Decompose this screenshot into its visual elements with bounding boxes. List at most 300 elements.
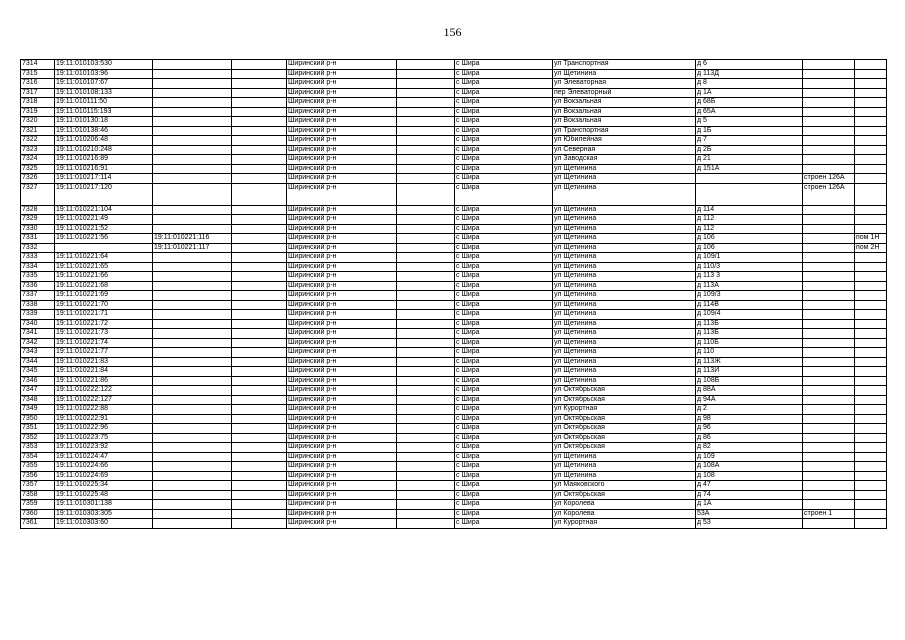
street-cell: ул Октябрьская bbox=[553, 386, 696, 396]
blank-col-6-cell bbox=[397, 145, 455, 155]
row-number-cell: 7334 bbox=[21, 262, 55, 272]
blank-col-4-cell bbox=[232, 310, 287, 320]
district-cell: Ширинский р-н bbox=[287, 136, 397, 146]
blank-col-6-cell bbox=[397, 424, 455, 434]
row-number-cell: 7335 bbox=[21, 272, 55, 282]
table-row bbox=[21, 433, 887, 443]
house-cell: д 6 bbox=[696, 60, 803, 70]
table-row bbox=[21, 471, 887, 481]
street-cell: ул Щетинина bbox=[553, 452, 696, 462]
blank-col-6-cell bbox=[397, 98, 455, 108]
cadastral-number-cell: 19:11:010130:18 bbox=[55, 117, 153, 127]
cadastral-number-cell: 19:11:010303:305 bbox=[55, 509, 153, 519]
premises-cell bbox=[855, 443, 887, 453]
street-cell: ул Вокзальная bbox=[553, 98, 696, 108]
table-row bbox=[21, 60, 887, 70]
row-number-cell: 7319 bbox=[21, 107, 55, 117]
blank-col-4-cell bbox=[232, 338, 287, 348]
premises-cell bbox=[855, 471, 887, 481]
blank-col-4-cell bbox=[232, 300, 287, 310]
blank-col-6-cell bbox=[397, 253, 455, 263]
district-cell: Ширинский р-н bbox=[287, 117, 397, 127]
cadastral-number-cell: 19:11:010221:83 bbox=[55, 357, 153, 367]
house-cell: д 88А bbox=[696, 386, 803, 396]
district-cell: Ширинский р-н bbox=[287, 471, 397, 481]
table-row bbox=[21, 414, 887, 424]
blank-col-6-cell bbox=[397, 281, 455, 291]
blank-col-6-cell bbox=[397, 205, 455, 215]
premises-cell bbox=[855, 405, 887, 415]
blank-col-6-cell bbox=[397, 414, 455, 424]
premises-cell bbox=[855, 215, 887, 225]
linked-cadastral-number-cell bbox=[153, 443, 232, 453]
district-cell: Ширинский р-н bbox=[287, 253, 397, 263]
blank-col-4-cell bbox=[232, 215, 287, 225]
blank-col-4-cell bbox=[232, 243, 287, 253]
table-row bbox=[21, 357, 887, 367]
premises-cell bbox=[855, 272, 887, 282]
table-row bbox=[21, 376, 887, 386]
linked-cadastral-number-cell bbox=[153, 272, 232, 282]
building-cell bbox=[803, 433, 855, 443]
street-cell: ул Щетинина bbox=[553, 253, 696, 263]
settlement-cell: с Шира bbox=[455, 253, 553, 263]
cadastral-number-cell: 19:11:010216:91 bbox=[55, 164, 153, 174]
district-cell: Ширинский р-н bbox=[287, 395, 397, 405]
house-cell: д 1А bbox=[696, 500, 803, 510]
linked-cadastral-number-cell bbox=[153, 376, 232, 386]
table-row bbox=[21, 79, 887, 89]
row-number-cell: 7355 bbox=[21, 462, 55, 472]
house-cell: д 112 bbox=[696, 224, 803, 234]
cadastral-number-cell: 19:11:010221:77 bbox=[55, 348, 153, 358]
table-row bbox=[21, 443, 887, 453]
street-cell: ул Щетинина bbox=[553, 357, 696, 367]
premises-cell bbox=[855, 348, 887, 358]
cadastral-number-cell: 19:11:010221:68 bbox=[55, 281, 153, 291]
table-row bbox=[21, 367, 887, 377]
row-number-cell: 7360 bbox=[21, 509, 55, 519]
table-row bbox=[21, 253, 887, 263]
district-cell: Ширинский р-н bbox=[287, 376, 397, 386]
building-cell bbox=[803, 300, 855, 310]
linked-cadastral-number-cell bbox=[153, 136, 232, 146]
street-cell: ул Щетинина bbox=[553, 243, 696, 253]
table-row bbox=[21, 405, 887, 415]
premises-cell bbox=[855, 224, 887, 234]
building-cell bbox=[803, 145, 855, 155]
house-cell: д 113 3 bbox=[696, 272, 803, 282]
row-number-cell: 7351 bbox=[21, 424, 55, 434]
premises-cell bbox=[855, 79, 887, 89]
street-cell: ул Щетинина bbox=[553, 462, 696, 472]
street-cell: ул Щетинина bbox=[553, 310, 696, 320]
premises-cell bbox=[855, 164, 887, 174]
settlement-cell: с Шира bbox=[455, 490, 553, 500]
blank-col-6-cell bbox=[397, 234, 455, 244]
street-cell: ул Королева bbox=[553, 509, 696, 519]
linked-cadastral-number-cell bbox=[153, 117, 232, 127]
house-cell: д 109/3 bbox=[696, 291, 803, 301]
house-cell: д 106 bbox=[696, 243, 803, 253]
building-cell bbox=[803, 224, 855, 234]
settlement-cell: с Шира bbox=[455, 300, 553, 310]
table-row bbox=[21, 519, 887, 529]
row-number-cell: 7327 bbox=[21, 183, 55, 205]
street-cell: ул Щетинина bbox=[553, 338, 696, 348]
blank-col-4-cell bbox=[232, 519, 287, 529]
premises-cell bbox=[855, 310, 887, 320]
building-cell bbox=[803, 319, 855, 329]
house-cell bbox=[696, 174, 803, 184]
premises-cell bbox=[855, 452, 887, 462]
table-row bbox=[21, 126, 887, 136]
blank-col-4-cell bbox=[232, 88, 287, 98]
building-cell bbox=[803, 367, 855, 377]
blank-col-6-cell bbox=[397, 224, 455, 234]
blank-col-4-cell bbox=[232, 433, 287, 443]
cadastral-number-cell: 19:11:010221:86 bbox=[55, 376, 153, 386]
building-cell bbox=[803, 281, 855, 291]
premises-cell bbox=[855, 414, 887, 424]
street-cell: ул Маяковского bbox=[553, 481, 696, 491]
row-number-cell: 7333 bbox=[21, 253, 55, 263]
district-cell: Ширинский р-н bbox=[287, 281, 397, 291]
settlement-cell: с Шира bbox=[455, 155, 553, 165]
building-cell bbox=[803, 164, 855, 174]
house-cell: д 1Б bbox=[696, 126, 803, 136]
settlement-cell: с Шира bbox=[455, 215, 553, 225]
blank-col-6-cell bbox=[397, 174, 455, 184]
cadastral-number-cell: 19:11:010221:56 bbox=[55, 234, 153, 244]
linked-cadastral-number-cell bbox=[153, 300, 232, 310]
blank-col-4-cell bbox=[232, 509, 287, 519]
premises-cell bbox=[855, 462, 887, 472]
settlement-cell: с Шира bbox=[455, 164, 553, 174]
linked-cadastral-number-cell bbox=[153, 338, 232, 348]
street-cell: ул Щетинина bbox=[553, 69, 696, 79]
cadastral-number-cell: 19:11:010221:66 bbox=[55, 272, 153, 282]
district-cell: Ширинский р-н bbox=[287, 224, 397, 234]
row-number-cell: 7320 bbox=[21, 117, 55, 127]
settlement-cell: с Шира bbox=[455, 174, 553, 184]
blank-col-6-cell bbox=[397, 79, 455, 89]
row-number-cell: 7332 bbox=[21, 243, 55, 253]
table-row bbox=[21, 452, 887, 462]
house-cell: д 108А bbox=[696, 462, 803, 472]
row-number-cell: 7322 bbox=[21, 136, 55, 146]
district-cell: Ширинский р-н bbox=[287, 69, 397, 79]
blank-col-4-cell bbox=[232, 164, 287, 174]
building-cell bbox=[803, 462, 855, 472]
cadastral-number-cell: 19:11:010221:72 bbox=[55, 319, 153, 329]
cadastral-number-cell: 19:11:010221:74 bbox=[55, 338, 153, 348]
settlement-cell: с Шира bbox=[455, 519, 553, 529]
district-cell: Ширинский р-н bbox=[287, 338, 397, 348]
blank-col-6-cell bbox=[397, 509, 455, 519]
table-row bbox=[21, 319, 887, 329]
cadastral-number-cell: 19:11:010221:65 bbox=[55, 262, 153, 272]
linked-cadastral-number-cell bbox=[153, 490, 232, 500]
house-cell: д 114В bbox=[696, 300, 803, 310]
settlement-cell: с Шира bbox=[455, 414, 553, 424]
district-cell: Ширинский р-н bbox=[287, 414, 397, 424]
street-cell: ул Щетинина bbox=[553, 272, 696, 282]
building-cell bbox=[803, 272, 855, 282]
building-cell bbox=[803, 424, 855, 434]
district-cell: Ширинский р-н bbox=[287, 174, 397, 184]
premises-cell bbox=[855, 300, 887, 310]
row-number-cell: 7324 bbox=[21, 155, 55, 165]
settlement-cell: с Шира bbox=[455, 262, 553, 272]
settlement-cell: с Шира bbox=[455, 79, 553, 89]
blank-col-6-cell bbox=[397, 452, 455, 462]
street-cell: ул Щетинина bbox=[553, 164, 696, 174]
row-number-cell: 7347 bbox=[21, 386, 55, 396]
row-number-cell: 7352 bbox=[21, 433, 55, 443]
blank-col-4-cell bbox=[232, 424, 287, 434]
premises-cell bbox=[855, 481, 887, 491]
house-cell: д 53 bbox=[696, 519, 803, 529]
blank-col-6-cell bbox=[397, 107, 455, 117]
linked-cadastral-number-cell bbox=[153, 155, 232, 165]
house-cell: д 82 bbox=[696, 443, 803, 453]
linked-cadastral-number-cell bbox=[153, 107, 232, 117]
premises-cell bbox=[855, 500, 887, 510]
district-cell: Ширинский р-н bbox=[287, 462, 397, 472]
street-cell: пер Элеваторный bbox=[553, 88, 696, 98]
settlement-cell: с Шира bbox=[455, 310, 553, 320]
table-row bbox=[21, 88, 887, 98]
street-cell: ул Транспортная bbox=[553, 60, 696, 70]
street-cell: ул Щетинина bbox=[553, 367, 696, 377]
district-cell: Ширинский р-н bbox=[287, 319, 397, 329]
street-cell: ул Королева bbox=[553, 500, 696, 510]
table-row bbox=[21, 234, 887, 244]
row-number-cell: 7346 bbox=[21, 376, 55, 386]
street-cell: ул Щетинина bbox=[553, 291, 696, 301]
settlement-cell: с Шира bbox=[455, 348, 553, 358]
row-number-cell: 7338 bbox=[21, 300, 55, 310]
blank-col-4-cell bbox=[232, 481, 287, 491]
blank-col-6-cell bbox=[397, 471, 455, 481]
district-cell: Ширинский р-н bbox=[287, 126, 397, 136]
cadastral-number-cell: 19:11:010225:34 bbox=[55, 481, 153, 491]
cadastral-number-cell: 19:11:010108:133 bbox=[55, 88, 153, 98]
row-number-cell: 7337 bbox=[21, 291, 55, 301]
blank-col-6-cell bbox=[397, 117, 455, 127]
linked-cadastral-number-cell bbox=[153, 291, 232, 301]
premises-cell bbox=[855, 509, 887, 519]
district-cell: Ширинский р-н bbox=[287, 107, 397, 117]
blank-col-6-cell bbox=[397, 357, 455, 367]
house-cell: д 112 bbox=[696, 215, 803, 225]
street-cell: ул Щетинина bbox=[553, 319, 696, 329]
table-row bbox=[21, 481, 887, 491]
premises-cell bbox=[855, 98, 887, 108]
row-number-cell: 7341 bbox=[21, 329, 55, 339]
blank-col-6-cell bbox=[397, 243, 455, 253]
linked-cadastral-number-cell bbox=[153, 174, 232, 184]
building-cell bbox=[803, 79, 855, 89]
house-cell: д 109 bbox=[696, 452, 803, 462]
building-cell bbox=[803, 471, 855, 481]
house-cell: д 113Ж bbox=[696, 357, 803, 367]
table-row bbox=[21, 107, 887, 117]
building-cell bbox=[803, 291, 855, 301]
building-cell bbox=[803, 405, 855, 415]
premises-cell: пом 2Н bbox=[855, 243, 887, 253]
cadastral-number-cell: 19:11:010301:138 bbox=[55, 500, 153, 510]
blank-col-6-cell bbox=[397, 88, 455, 98]
settlement-cell: с Шира bbox=[455, 88, 553, 98]
row-number-cell: 7342 bbox=[21, 338, 55, 348]
house-cell: д 94А bbox=[696, 395, 803, 405]
registry-table-body bbox=[21, 60, 887, 529]
linked-cadastral-number-cell bbox=[153, 481, 232, 491]
settlement-cell: с Шира bbox=[455, 443, 553, 453]
table-row bbox=[21, 117, 887, 127]
linked-cadastral-number-cell bbox=[153, 60, 232, 70]
cadastral-number-cell: 19:11:010224:69 bbox=[55, 471, 153, 481]
premises-cell bbox=[855, 145, 887, 155]
house-cell: д 114 bbox=[696, 205, 803, 215]
cadastral-number-cell: 19:11:010210:248 bbox=[55, 145, 153, 155]
table-row bbox=[21, 310, 887, 320]
street-cell: ул Октябрьская bbox=[553, 433, 696, 443]
blank-col-4-cell bbox=[232, 272, 287, 282]
settlement-cell: с Шира bbox=[455, 60, 553, 70]
table-row bbox=[21, 395, 887, 405]
table-row bbox=[21, 386, 887, 396]
house-cell: д 151А bbox=[696, 164, 803, 174]
premises-cell bbox=[855, 262, 887, 272]
street-cell: ул Транспортная bbox=[553, 126, 696, 136]
district-cell: Ширинский р-н bbox=[287, 215, 397, 225]
linked-cadastral-number-cell bbox=[153, 509, 232, 519]
linked-cadastral-number-cell bbox=[153, 348, 232, 358]
district-cell: Ширинский р-н bbox=[287, 262, 397, 272]
house-cell: д 110Б bbox=[696, 338, 803, 348]
linked-cadastral-number-cell bbox=[153, 433, 232, 443]
linked-cadastral-number-cell: 19:11:010221:116 bbox=[153, 234, 232, 244]
building-cell bbox=[803, 215, 855, 225]
blank-col-6-cell bbox=[397, 462, 455, 472]
row-number-cell: 7318 bbox=[21, 98, 55, 108]
house-cell: д 113Б bbox=[696, 319, 803, 329]
linked-cadastral-number-cell bbox=[153, 183, 232, 205]
blank-col-4-cell bbox=[232, 253, 287, 263]
building-cell bbox=[803, 262, 855, 272]
premises-cell bbox=[855, 155, 887, 165]
district-cell: Ширинский р-н bbox=[287, 329, 397, 339]
premises-cell bbox=[855, 395, 887, 405]
house-cell: д 7 bbox=[696, 136, 803, 146]
blank-col-6-cell bbox=[397, 433, 455, 443]
settlement-cell: с Шира bbox=[455, 452, 553, 462]
linked-cadastral-number-cell bbox=[153, 310, 232, 320]
building-cell bbox=[803, 329, 855, 339]
row-number-cell: 7348 bbox=[21, 395, 55, 405]
house-cell: д 86 bbox=[696, 433, 803, 443]
premises-cell bbox=[855, 69, 887, 79]
row-number-cell: 7321 bbox=[21, 126, 55, 136]
settlement-cell: с Шира bbox=[455, 205, 553, 215]
settlement-cell: с Шира bbox=[455, 405, 553, 415]
linked-cadastral-number-cell bbox=[153, 164, 232, 174]
row-number-cell: 7331 bbox=[21, 234, 55, 244]
linked-cadastral-number-cell bbox=[153, 69, 232, 79]
street-cell: ул Юбилейная bbox=[553, 136, 696, 146]
district-cell: Ширинский р-н bbox=[287, 490, 397, 500]
registry-table bbox=[20, 59, 887, 529]
building-cell bbox=[803, 117, 855, 127]
blank-col-6-cell bbox=[397, 319, 455, 329]
row-number-cell: 7359 bbox=[21, 500, 55, 510]
building-cell bbox=[803, 136, 855, 146]
blank-col-4-cell bbox=[232, 79, 287, 89]
table-row bbox=[21, 224, 887, 234]
district-cell: Ширинский р-н bbox=[287, 145, 397, 155]
district-cell: Ширинский р-н bbox=[287, 443, 397, 453]
linked-cadastral-number-cell bbox=[153, 98, 232, 108]
settlement-cell: с Шира bbox=[455, 107, 553, 117]
building-cell bbox=[803, 243, 855, 253]
linked-cadastral-number-cell bbox=[153, 500, 232, 510]
table-row bbox=[21, 281, 887, 291]
settlement-cell: с Шира bbox=[455, 329, 553, 339]
linked-cadastral-number-cell bbox=[153, 357, 232, 367]
row-number-cell: 7340 bbox=[21, 319, 55, 329]
row-number-cell: 7323 bbox=[21, 145, 55, 155]
building-cell bbox=[803, 443, 855, 453]
premises-cell bbox=[855, 357, 887, 367]
row-number-cell: 7344 bbox=[21, 357, 55, 367]
street-cell: ул Щетинина bbox=[553, 183, 696, 205]
cadastral-number-cell: 19:11:010103:96 bbox=[55, 69, 153, 79]
blank-col-6-cell bbox=[397, 215, 455, 225]
blank-col-6-cell bbox=[397, 300, 455, 310]
table-row bbox=[21, 215, 887, 225]
table-row bbox=[21, 155, 887, 165]
settlement-cell: с Шира bbox=[455, 224, 553, 234]
linked-cadastral-number-cell bbox=[153, 88, 232, 98]
building-cell bbox=[803, 357, 855, 367]
cadastral-number-cell: 19:11:010115:193 bbox=[55, 107, 153, 117]
table-row bbox=[21, 509, 887, 519]
blank-col-6-cell bbox=[397, 155, 455, 165]
premises-cell bbox=[855, 490, 887, 500]
house-cell: д 65А bbox=[696, 107, 803, 117]
linked-cadastral-number-cell bbox=[153, 224, 232, 234]
settlement-cell: с Шира bbox=[455, 183, 553, 205]
street-cell: ул Курортная bbox=[553, 519, 696, 529]
district-cell: Ширинский р-н bbox=[287, 433, 397, 443]
blank-col-6-cell bbox=[397, 443, 455, 453]
blank-col-4-cell bbox=[232, 155, 287, 165]
district-cell: Ширинский р-н bbox=[287, 291, 397, 301]
street-cell: ул Вокзальная bbox=[553, 107, 696, 117]
cadastral-number-cell: 19:11:010221:71 bbox=[55, 310, 153, 320]
house-cell: д 113А bbox=[696, 281, 803, 291]
blank-col-6-cell bbox=[397, 310, 455, 320]
premises-cell bbox=[855, 126, 887, 136]
blank-col-4-cell bbox=[232, 98, 287, 108]
premises-cell bbox=[855, 117, 887, 127]
building-cell: строен 126А bbox=[803, 183, 855, 205]
linked-cadastral-number-cell bbox=[153, 145, 232, 155]
premises-cell bbox=[855, 174, 887, 184]
